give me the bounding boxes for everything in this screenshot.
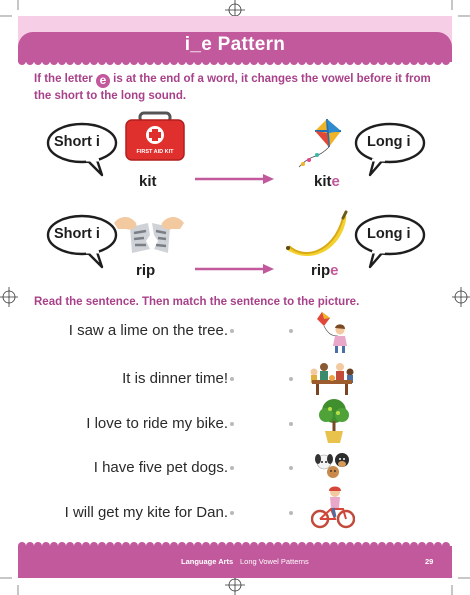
long-word-base: kit — [314, 173, 332, 190]
long-word-2 — [311, 262, 339, 279]
ripped-paper-icon — [110, 205, 188, 261]
intro-before: If the letter — [34, 73, 96, 85]
intro-text — [34, 71, 434, 104]
long-word-suffix-2: e — [330, 262, 339, 279]
arrow-right-2 — [193, 263, 277, 275]
picture-dot-3[interactable] — [289, 422, 293, 426]
picture-dot-5[interactable] — [289, 511, 293, 515]
footer-band — [18, 548, 452, 578]
first-aid-kit-label: FIRST AID KIT — [136, 149, 174, 155]
sentence-5: I will get my kite for Dan. — [64, 504, 228, 521]
sentence-1: I saw a lime on the tree. — [68, 322, 228, 339]
footer-subject: Language Arts — [181, 557, 234, 566]
family-dinner-icon — [308, 358, 356, 396]
long-word-base-2: rip — [311, 262, 331, 279]
intro-after: is at the end of a word, it changes the vowel before it from the short to the long sound. — [34, 73, 431, 102]
first-aid-kit-icon — [122, 111, 188, 163]
header-scallop — [18, 58, 452, 66]
sentence-4: I have five pet dogs. — [93, 459, 228, 476]
picture-dot-2[interactable] — [289, 377, 293, 381]
sentence-3: I love to ride my bike. — [86, 415, 228, 432]
lime-tree-icon — [316, 397, 352, 445]
picture-dot-1[interactable] — [289, 329, 293, 333]
page-title: i_e Pattern — [184, 34, 286, 55]
sentence-dot-3[interactable] — [230, 422, 234, 426]
sentence-dot-4[interactable] — [230, 466, 234, 470]
e-letter-badge: e — [96, 74, 110, 88]
arrow-right — [193, 173, 277, 185]
long-word — [314, 173, 340, 190]
child-riding-bike-icon — [311, 484, 355, 530]
sentence-dot-2[interactable] — [230, 377, 234, 381]
kite-icon — [295, 117, 345, 169]
long-label: Long i — [367, 134, 411, 150]
footer-page-number: 29 — [425, 557, 434, 566]
footer-topic: Long Vowel Patterns — [240, 557, 309, 566]
sentence-dot-1[interactable] — [230, 329, 234, 333]
short-label-2: Short i — [54, 226, 100, 242]
instruction-text: Read the sentence. Then match the sentence to the picture. — [34, 296, 360, 308]
short-word: kit — [139, 173, 157, 190]
puppies-icon — [314, 448, 354, 480]
sentence-dot-5[interactable] — [230, 511, 234, 515]
short-label: Short i — [54, 134, 100, 150]
girl-flying-kite-icon — [314, 310, 354, 354]
banana-icon — [283, 210, 349, 260]
short-word-2: rip — [136, 262, 156, 279]
sentence-2: It is dinner time! — [122, 370, 228, 387]
long-label-2: Long i — [367, 226, 411, 242]
long-word-suffix: e — [331, 173, 340, 190]
picture-dot-4[interactable] — [289, 466, 293, 470]
